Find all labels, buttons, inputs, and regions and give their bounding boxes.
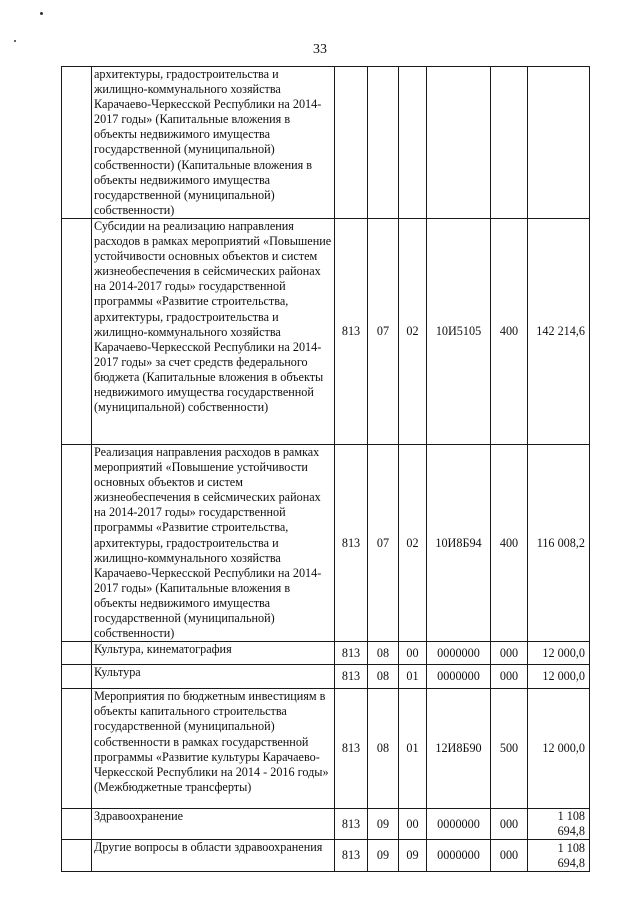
section-code-cell: 09 [368,840,399,872]
table-row [62,219,590,445]
table-row [62,67,590,219]
row-number-cell [62,840,92,872]
expense-name-cell: Мероприятия по бюджетным инвестициям в объекты капитального строительства государственной (муниципальной) собственности в рамках государственной программы «Развитие культуры Карачаево-Черкесской Республики на 2014 - 2016 годы» (Межбюджетные трансферты) [92,689,335,809]
department-code-cell: 813 [335,642,368,665]
expense-name-cell: Здравоохранение [92,809,335,840]
amount-cell: 12 000,0 [528,665,590,689]
expense-type-code-cell: 400 [491,445,528,642]
target-item-code-cell: 12И8Б90 [427,689,491,809]
table-row [62,665,590,689]
expense-type-code-cell: 000 [491,840,528,872]
target-item-code-cell: 0000000 [427,642,491,665]
target-item-code-cell [427,67,491,219]
amount-cell: 116 008,2 [528,445,590,642]
row-number-cell [62,219,92,445]
section-code-cell: 08 [368,642,399,665]
subsection-code-cell: 01 [399,689,427,809]
target-item-code-cell: 0000000 [427,665,491,689]
section-code-cell: 08 [368,665,399,689]
department-code-cell: 813 [335,809,368,840]
page-number: 33 [313,42,327,57]
subsection-code-cell: 02 [399,445,427,642]
section-code-cell: 08 [368,689,399,809]
section-code-cell: 07 [368,445,399,642]
expense-name-cell: Субсидии на реализацию направления расходов в рамках мероприятий «Повышение устойчивости основных объектов и систем жизнеобеспечения в сейсмических районах на 2014-2017 годы» государственной программы «Развитие строительства, архитектуры, градостроительства и жилищно-коммунального хозяйства Карачаево-Черкесской Республики на 2014-2017 годы» за счет средств федерального бюджета (Капитальные вложения в объекты недвижимого имущества государственной (муниципальной) собственности) [92,219,335,445]
subsection-code-cell: 02 [399,219,427,445]
target-item-code-cell: 0000000 [427,809,491,840]
section-code-cell [368,67,399,219]
amount-cell: 12 000,0 [528,689,590,809]
amount-cell [528,67,590,219]
department-code-cell: 813 [335,219,368,445]
table-row [62,642,590,665]
table-row [62,445,590,642]
row-number-cell [62,445,92,642]
row-number-cell [62,689,92,809]
target-item-code-cell: 0000000 [427,840,491,872]
department-code-cell: 813 [335,840,368,872]
subsection-code-cell: 00 [399,809,427,840]
expense-type-code-cell [491,67,528,219]
amount-cell: 1 108 694,8 [528,840,590,872]
department-code-cell: 813 [335,665,368,689]
row-number-cell [62,809,92,840]
expense-type-code-cell: 500 [491,689,528,809]
target-item-code-cell: 10И8Б94 [427,445,491,642]
budget-table [61,66,590,872]
row-number-cell [62,665,92,689]
expense-type-code-cell: 000 [491,809,528,840]
department-code-cell: 813 [335,689,368,809]
expense-name-cell: архитектуры, градостроительства и жилищно-коммунального хозяйства Карачаево-Черкесской Республики на 2014-2017 годы» (Капитальные вложения в объекты недвижимого имущества государственной (муниципальной) собственности) (Капитальные вложения в объекты недвижимого имущества государственной (муниципальной) собственности) [92,67,335,219]
amount-cell: 142 214,6 [528,219,590,445]
amount-cell: 12 000,0 [528,642,590,665]
expense-name-cell: Реализация направления расходов в рамках мероприятий «Повышение устойчивости основных объектов и систем жизнеобеспечения в сейсмических районах на 2014-2017 годы» государственной программы «Развитие строительства, архитектуры, градостроительства и жилищно-коммунального хозяйства Карачаево-Черкесской Республики на 2014-2017 годы» (Капитальные вложения в объекты недвижимого имущества государственной (муниципальной) собственности) [92,445,335,642]
section-code-cell: 07 [368,219,399,445]
expense-name-cell: Другие вопросы в области здравоохранения [92,840,335,872]
expense-name-cell: Культура, кинематография [92,642,335,665]
expense-type-code-cell: 400 [491,219,528,445]
department-code-cell [335,67,368,219]
section-code-cell: 09 [368,809,399,840]
expense-type-code-cell: 000 [491,665,528,689]
subsection-code-cell: 00 [399,642,427,665]
amount-cell: 1 108 694,8 [528,809,590,840]
table-row [62,840,590,872]
subsection-code-cell: 09 [399,840,427,872]
target-item-code-cell: 10И5105 [427,219,491,445]
scan-speck [40,12,43,15]
expense-type-code-cell: 000 [491,642,528,665]
expense-name-cell: Культура [92,665,335,689]
table-row [62,689,590,809]
subsection-code-cell [399,67,427,219]
row-number-cell [62,67,92,219]
row-number-cell [62,642,92,665]
table-row [62,809,590,840]
department-code-cell: 813 [335,445,368,642]
subsection-code-cell: 01 [399,665,427,689]
